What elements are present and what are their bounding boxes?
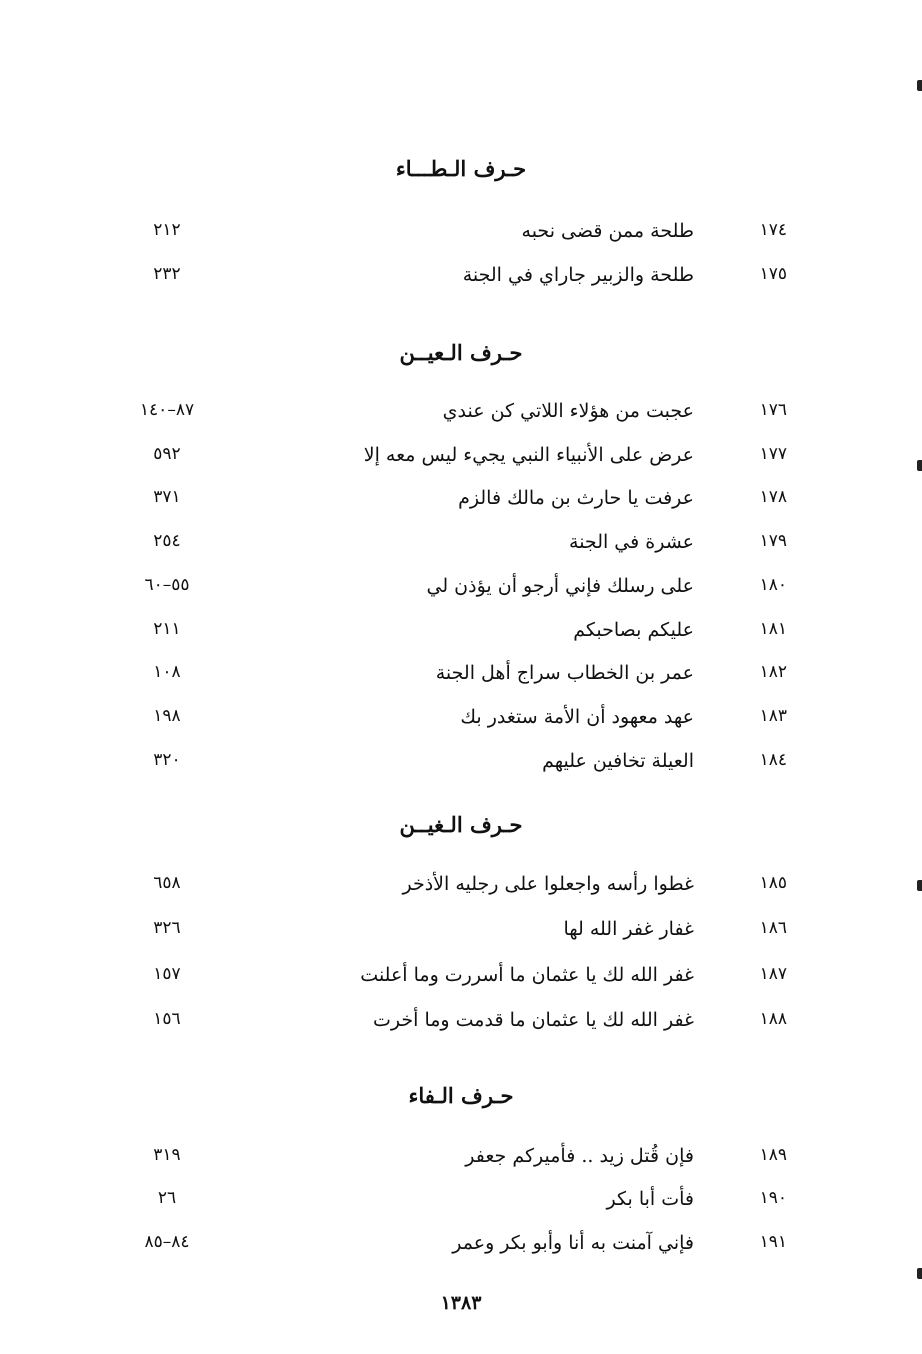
entry-page: ٣٧١ (153, 487, 181, 507)
entry-text: غفار غفر الله لها (563, 918, 694, 940)
entry-page: ٦٥٨ (153, 873, 181, 893)
entry-number: ١٨٩ (759, 1145, 787, 1165)
entry-number: ١٨٠ (759, 575, 787, 595)
index-row (0, 444, 922, 478)
entry-text: غطوا رأسه واجعلوا على رجليه الأذخر (402, 873, 694, 895)
entry-number: ١٩٠ (759, 1188, 787, 1208)
entry-text: غفر الله لك يا عثمان ما قدمت وما أخرت (373, 1009, 694, 1031)
entry-page: ٨٧–١٤٠ (139, 400, 195, 420)
entry-text: على رسلك فإني أرجو أن يؤذن لي (426, 575, 694, 597)
index-row (0, 964, 922, 998)
entry-text: عرض على الأنبياء النبي يجيء ليس معه إلا (363, 444, 694, 466)
index-row (0, 400, 922, 434)
entry-number: ١٧٩ (759, 531, 787, 551)
index-row (0, 706, 922, 740)
entry-page: ٥٩٢ (153, 444, 181, 464)
section-heading-ghain: حـرف الـغيــن (399, 812, 523, 837)
entry-page: ٥٥–٦٠ (144, 575, 190, 595)
entry-number: ١٧٦ (759, 400, 787, 420)
entry-number: ١٨٥ (759, 873, 787, 893)
entry-text: عليكم بصاحبكم (573, 619, 694, 641)
entry-page: ١٠٨ (153, 662, 181, 682)
entry-number: ١٨١ (759, 619, 787, 639)
entry-page: ٣٢٠ (153, 750, 181, 770)
index-row (0, 750, 922, 784)
entry-page: ٢٥٤ (153, 531, 181, 551)
index-row (0, 487, 922, 521)
entry-page: ١٥٧ (153, 964, 181, 984)
entry-number: ١٨٤ (759, 750, 787, 770)
index-row (0, 575, 922, 609)
scan-edge-mark (917, 1268, 922, 1279)
entry-text: غفر الله لك يا عثمان ما أسررت وما أعلنت (360, 964, 694, 986)
entry-page: ٢١١ (153, 619, 181, 639)
section-heading-fa: حـرف الـفاء (408, 1083, 514, 1108)
section-heading-ain: حـرف الـعيــن (399, 340, 523, 365)
entry-text: عشرة في الجنة (569, 531, 694, 553)
index-row (0, 918, 922, 952)
index-row (0, 873, 922, 907)
entry-page: ٣١٩ (153, 1145, 181, 1165)
entry-text: فإني آمنت به أنا وأبو بكر وعمر (452, 1232, 694, 1254)
index-row (0, 1188, 922, 1222)
entry-text: فأت أبا بكر (606, 1188, 694, 1210)
scan-edge-mark (917, 80, 922, 91)
entry-number: ١٨٢ (759, 662, 787, 682)
entry-text: عجبت من هؤلاء اللاتي كن عندي (442, 400, 694, 422)
entry-number: ١٧٨ (759, 487, 787, 507)
entry-number: ١٨٨ (759, 1009, 787, 1029)
entry-text: طلحة ممن قضى نحبه (521, 220, 694, 242)
index-row (0, 619, 922, 653)
entry-page: ٢٣٢ (153, 264, 181, 284)
entry-number: ١٧٤ (759, 220, 787, 240)
index-row (0, 1145, 922, 1179)
entry-number: ١٩١ (759, 1232, 787, 1252)
entry-page: ٢٦ (157, 1188, 177, 1208)
entry-number: ١٧٥ (759, 264, 787, 284)
index-row (0, 531, 922, 565)
entry-text: عهد معهود أن الأمة ستغدر بك (460, 706, 694, 728)
entry-page: ١٩٨ (153, 706, 181, 726)
entry-text: عرفت يا حارث بن مالك فالزم (458, 487, 694, 509)
section-heading-ta: حـرف الـطـــاء (395, 156, 527, 181)
index-row (0, 1232, 922, 1266)
entry-page: ٣٢٦ (153, 918, 181, 938)
entry-page: ٨٤–٨٥ (144, 1232, 190, 1252)
index-row (0, 1009, 922, 1043)
entry-number: ١٨٧ (759, 964, 787, 984)
entry-text: طلحة والزبير جاراي في الجنة (462, 264, 694, 286)
index-row (0, 662, 922, 696)
page-number: ١٣٨٣ (440, 1292, 482, 1314)
entry-page: ٢١٢ (153, 220, 181, 240)
scan-edge-mark (917, 880, 922, 891)
index-row (0, 220, 922, 254)
entry-text: العيلة تخافين عليهم (542, 750, 694, 772)
entry-number: ١٧٧ (759, 444, 787, 464)
entry-number: ١٨٣ (759, 706, 787, 726)
scan-edge-mark (917, 460, 922, 471)
index-row (0, 264, 922, 298)
entry-text: فإن قُتل زيد .. فأميركم جعفر (465, 1145, 694, 1167)
entry-text: عمر بن الخطاب سراج أهل الجنة (435, 662, 694, 684)
entry-page: ١٥٦ (153, 1009, 181, 1029)
entry-number: ١٨٦ (759, 918, 787, 938)
